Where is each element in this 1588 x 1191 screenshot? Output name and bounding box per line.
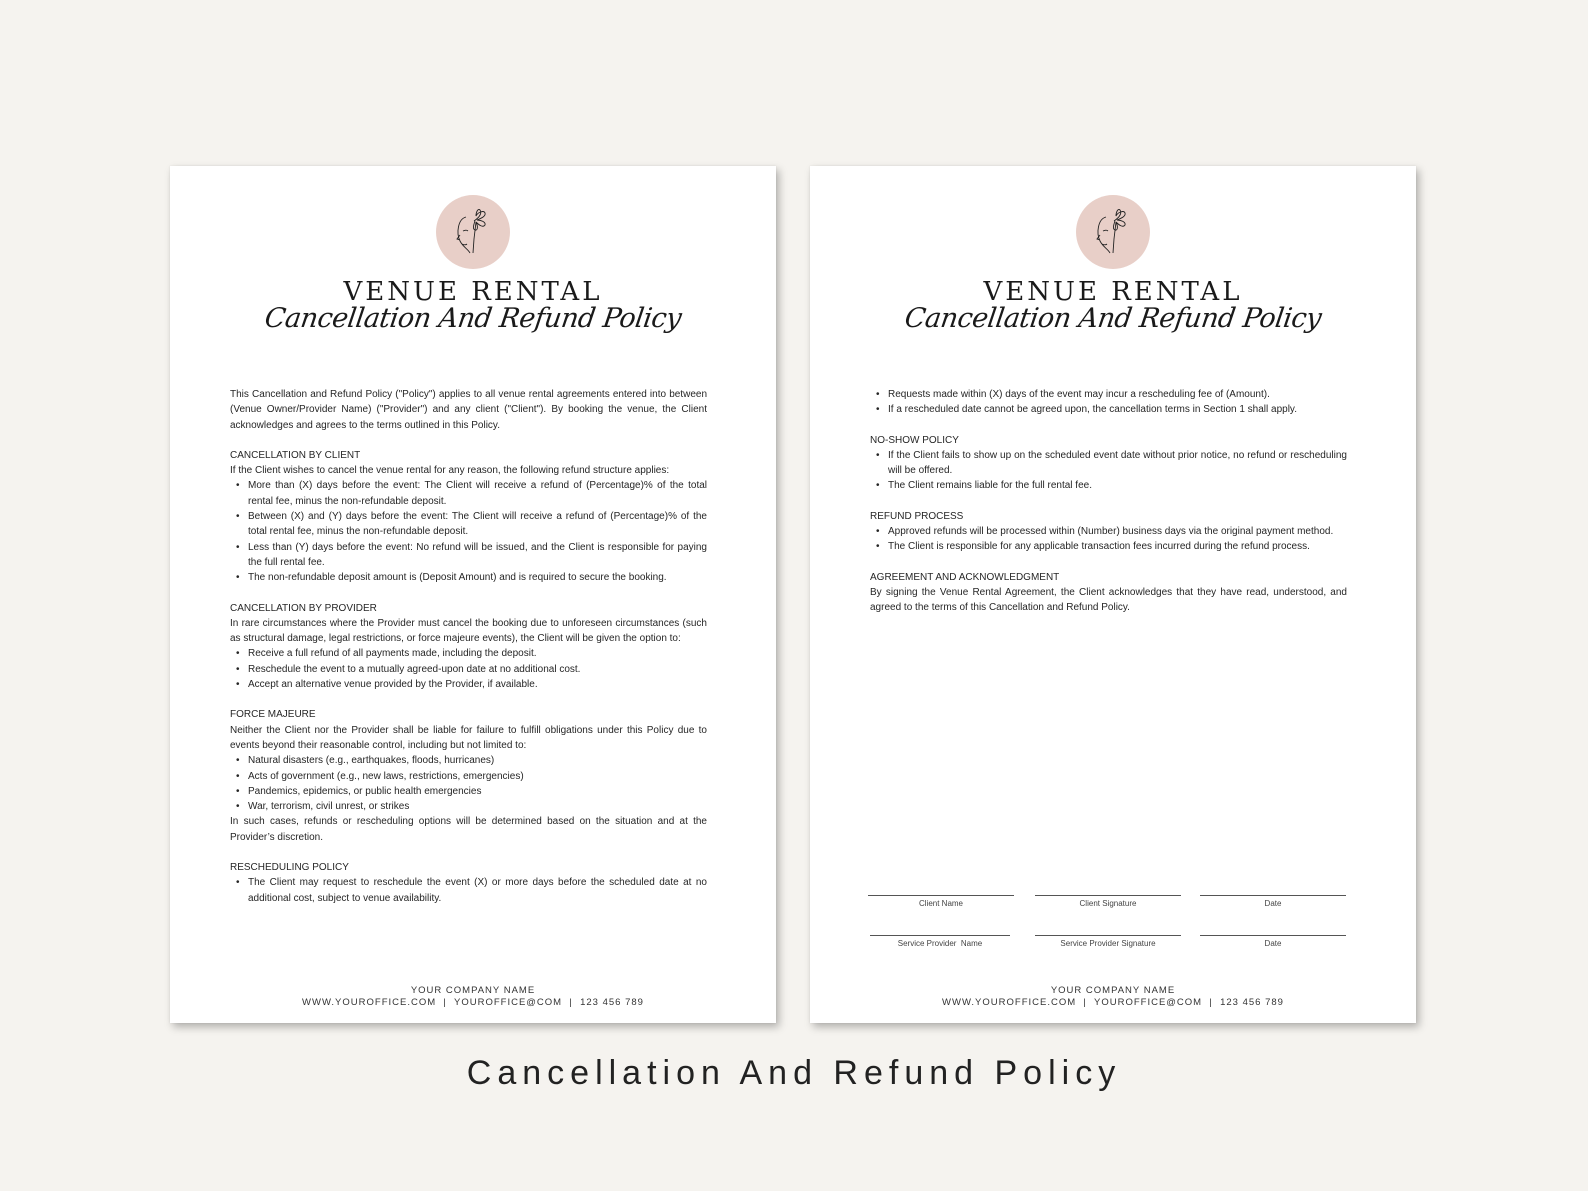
list-item: • The Client is responsible for any applicable transaction fees incurred during the refund process.: [888, 539, 1347, 554]
list-item: • The Client remains liable for the full rental fee.: [888, 478, 1347, 493]
company-contact: WWW.YOUROFFICE.COM | YOUROFFICE@COM | 123 456 789: [302, 997, 644, 1008]
company-contact: WWW.YOUROFFICE.COM | YOUROFFICE@COM | 123 456 789: [942, 997, 1284, 1008]
section-refund-process: [870, 509, 1347, 555]
section-cancellation-by-client: [230, 448, 707, 586]
section-heading: RESCHEDULING POLICY: [230, 862, 349, 874]
list-item: • War, terrorism, civil unrest, or strikes: [248, 799, 707, 814]
list-item: • More than (X) days before the event: The Client will receive a refund of (Percentage)% of the total rental fee, minus the non-refundable deposit.: [248, 478, 707, 509]
policy-body-page-2: [870, 387, 1347, 616]
section-heading: CANCELLATION BY CLIENT: [230, 449, 361, 461]
policy-body-page-1: [230, 387, 707, 906]
section-force-majeure: [230, 707, 707, 845]
section-text: In such cases, refunds or rescheduling options will be determined based on the situation and at the Provider’s discretion.: [230, 816, 707, 843]
signature-line: [1035, 935, 1181, 936]
list-item: • If a rescheduled date cannot be agreed upon, the cancellation terms in Section 1 shall apply.: [888, 402, 1347, 417]
bullet-list: [230, 646, 707, 692]
section-rescheduling-policy: [230, 860, 707, 906]
section-heading: CANCELLATION BY PROVIDER: [230, 602, 377, 614]
field-label: Date: [1264, 939, 1282, 948]
product-caption: Cancellation And Refund Policy: [466, 1054, 1122, 1092]
list-item: • Requests made within (X) days of the event may incur a rescheduling fee of (Amount).: [888, 387, 1347, 402]
signature-line: [1200, 935, 1346, 936]
page-footer: [170, 985, 776, 1009]
signature-line: [868, 895, 1014, 896]
list-item: • If the Client fails to show up on the scheduled event date without prior notice, no refund or rescheduling will be offered.: [888, 448, 1347, 479]
list-item: • The non-refundable deposit amount is (Deposit Amount) and is required to secure the booking.: [248, 570, 707, 585]
intro-paragraph: This Cancellation and Refund Policy ("Policy") applies to all venue rental agreements entered into between (Venue Owner/Provider Name) ("Provider") and any client ("Client"). By booking the venue, the Client acknowledges and agrees to the terms outlined in this Policy.: [230, 389, 707, 431]
list-item: • Accept an alternative venue provided by the Provider, if available.: [248, 677, 707, 692]
page-footer: [810, 985, 1416, 1009]
list-item: • Pandemics, epidemics, or public health emergencies: [248, 784, 707, 799]
list-item: • Natural disasters (e.g., earthquakes, floods, hurricanes): [248, 753, 707, 768]
bullet-list: [870, 387, 1347, 418]
logo: [436, 195, 510, 269]
field-label: Service Provider Signature: [1060, 939, 1156, 948]
signature-line: [1200, 895, 1346, 896]
provider-signature-field[interactable]: [1035, 931, 1181, 948]
bullet-list: [230, 875, 707, 906]
list-item: • Less than (Y) days before the event: No refund will be issued, and the Client is responsible for paying the full rental fee.: [248, 540, 707, 571]
title-script: Cancellation And Refund Policy: [262, 303, 684, 334]
bullet-list: [870, 448, 1347, 494]
section-agreement: [870, 570, 1347, 616]
bullet-list: [230, 478, 707, 585]
title-main: VENUE RENTAL: [343, 277, 603, 307]
company-name: YOUR COMPANY NAME: [1050, 985, 1176, 996]
document-page-2: [810, 166, 1416, 1023]
bullet-list: [230, 753, 707, 814]
signature-block: [868, 891, 1348, 971]
section-no-show-policy: [870, 433, 1347, 494]
date-field[interactable]: [1200, 891, 1346, 908]
date-field[interactable]: [1200, 931, 1346, 948]
bullet-list: [870, 524, 1347, 555]
section-heading: FORCE MAJEURE: [230, 709, 316, 721]
section-text: Neither the Client nor the Provider shall be liable for failure to fulfill obligations under this Policy due to events beyond their reasonable control, including but not limited to:: [230, 724, 707, 751]
signature-row: [868, 891, 1348, 931]
section-heading: NO-SHOW POLICY: [870, 434, 959, 446]
company-name: YOUR COMPANY NAME: [410, 985, 536, 996]
list-item: • Between (X) and (Y) days before the event: The Client will receive a refund of (Percentage)% of the total rental fee, minus the non-refundable deposit.: [248, 509, 707, 540]
field-label: Client Signature: [1079, 899, 1137, 908]
section-text: If the Client wishes to cancel the venue rental for any reason, the following refund structure applies:: [230, 465, 670, 477]
list-item: • Approved refunds will be processed within (Number) business days via the original payment method.: [888, 524, 1347, 539]
field-label: Service Provider Name: [897, 939, 983, 948]
signature-line: [870, 935, 1010, 936]
signature-row: [868, 931, 1348, 971]
client-signature-field[interactable]: [1035, 891, 1181, 908]
client-name-field[interactable]: [868, 891, 1014, 908]
field-label: Client Name: [918, 899, 963, 908]
list-item: • Receive a full refund of all payments made, including the deposit.: [248, 646, 707, 661]
list-item: • Reschedule the event to a mutually agreed-upon date at no additional cost.: [248, 662, 707, 677]
section-cancellation-by-provider: [230, 601, 707, 693]
line-art-face-with-flower-icon: [436, 195, 510, 269]
title-main: VENUE RENTAL: [983, 277, 1243, 307]
list-item: • Acts of government (e.g., new laws, restrictions, emergencies): [248, 769, 707, 784]
line-art-face-with-flower-icon: [1076, 195, 1150, 269]
field-label: Date: [1264, 899, 1282, 908]
list-item: • The Client may request to reschedule the event (X) or more days before the scheduled date at no additional cost, subject to venue availability.: [248, 875, 707, 906]
section-text: By signing the Venue Rental Agreement, the Client acknowledges that they have read, understood, and agreed to the terms of this Cancellation and Refund Policy.: [870, 586, 1347, 614]
section-heading: AGREEMENT AND ACKNOWLEDGMENT: [870, 571, 1060, 583]
logo: [1076, 195, 1150, 269]
title-script: Cancellation And Refund Policy: [902, 303, 1324, 334]
provider-name-field[interactable]: [870, 931, 1010, 948]
section-text: In rare circumstances where the Provider must cancel the booking due to unforeseen circumstances (such as structural damage, legal restrictions, or force majeure events), the Client will be given the option to:: [230, 617, 707, 645]
document-page-1: [170, 166, 776, 1023]
section-heading: REFUND PROCESS: [870, 510, 964, 522]
signature-line: [1035, 895, 1181, 896]
